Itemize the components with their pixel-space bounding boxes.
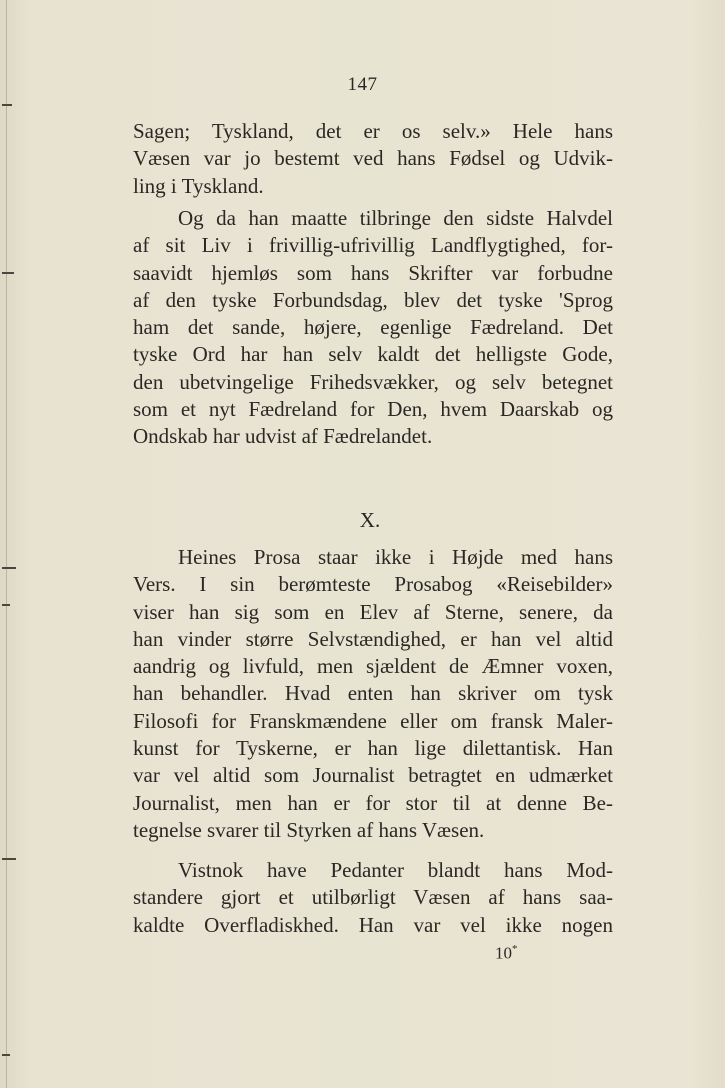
paragraph-3: [133, 544, 613, 844]
text-line: Journalist, men han er for stor til at denne Be-: [133, 790, 613, 815]
text-line: kaldte Overfladiskhed. Han var vel ikke nogen: [133, 912, 613, 937]
paragraph-4: [133, 857, 613, 939]
text-line: Sagen; Tyskland, det er os selv.» Hele hans: [133, 119, 613, 143]
text-line: Vistnok have Pedanter blandt hans Mod-: [178, 858, 613, 882]
paragraph-1: [133, 118, 613, 200]
text-line: standere gjort et utilbørligt Væsen af hans saa-: [133, 885, 613, 910]
binding-mark: [2, 858, 16, 860]
signature-number: 10: [495, 943, 512, 963]
text-line: Væsen var jo bestemt ved hans Fødsel og Udvik-: [133, 146, 613, 171]
text-line: Heines Prosa staar ikke i Højde med hans: [178, 545, 613, 569]
paragraph-2: [133, 205, 613, 451]
binding-mark: [2, 104, 12, 106]
binding-mark: [2, 567, 16, 569]
text-line: han behandler. Hvad enten han skriver om tysk: [133, 681, 613, 706]
binding-mark: [2, 604, 10, 606]
text-line: viser han sig som en Elev af Sterne, senere, da: [133, 599, 613, 624]
section-heading: X.: [359, 508, 381, 532]
text-line: ham det sande, højere, egenlige Fædreland. Det: [133, 315, 613, 340]
binding-mark: [2, 272, 14, 274]
text-line: af sit Liv i frivillig-ufrivillig Landflygtighed, for-: [133, 233, 613, 258]
text-line: tegnelse svarer til Styrken af hans Væsen.: [133, 817, 485, 842]
text-line: aandrig og livfuld, men sjældent de Æmner voxen,: [133, 654, 613, 679]
text-line: han vinder større Selvstændighed, er han vel altid: [133, 626, 613, 651]
text-line: af den tyske Forbundsdag, blev det tyske 'Sprog: [133, 287, 613, 312]
binding-mark: [2, 1054, 10, 1056]
text-line: ling i Tyskland.: [133, 173, 264, 198]
text-line: Og da han maatte tilbringe den sidste Halvdel: [178, 206, 613, 230]
signature-mark: [495, 943, 518, 964]
text-line: saavidt hjemløs som hans Skrifter var forbudne: [133, 260, 613, 285]
page-edge-line: [6, 0, 7, 1088]
page-number: 147: [347, 74, 378, 95]
text-line: Ondskab har udvist af Fædrelandet.: [133, 424, 433, 449]
text-line: den ubetvingelige Frihedsvækker, og selv betegnet: [133, 369, 613, 394]
text-line: som et nyt Fædreland for Den, hvem Daarskab og: [133, 397, 613, 422]
text-line: Vers. I sin berømteste Prosabog «Reisebilder»: [133, 572, 613, 597]
signature-star: *: [512, 943, 518, 955]
text-line: tyske Ord har han selv kaldt det helligste Gode,: [133, 342, 613, 367]
text-line: var vel altid som Journalist betragtet en udmærket: [133, 763, 613, 788]
text-line: kunst for Tyskerne, er han lige dilettantisk. Han: [133, 736, 613, 761]
text-line: Filosofi for Franskmændene eller om fransk Maler-: [133, 708, 613, 733]
